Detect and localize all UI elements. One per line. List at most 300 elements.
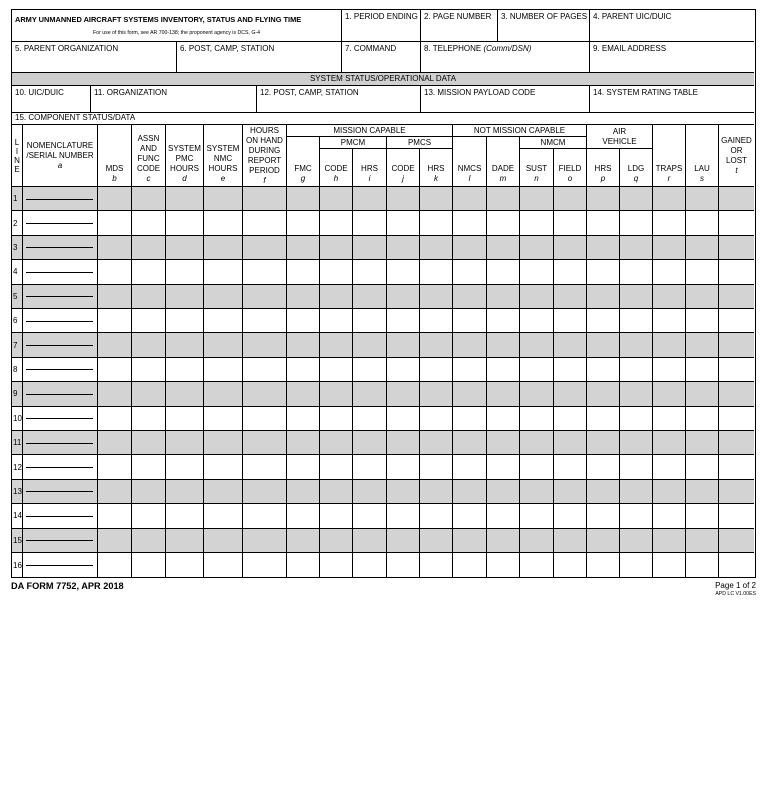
cell-field[interactable]: [554, 260, 587, 283]
cell-av-hrs[interactable]: [587, 260, 620, 283]
cell-field[interactable]: [554, 333, 587, 356]
cell-pmcm-code[interactable]: [320, 529, 353, 552]
number-of-pages-field[interactable]: [498, 10, 590, 42]
cell-lau[interactable]: [686, 529, 719, 552]
cell-mds[interactable]: [98, 455, 132, 478]
cell-pmcs-hrs[interactable]: [420, 285, 453, 308]
cell-nomenclature[interactable]: [23, 553, 98, 577]
cell-fmc[interactable]: [287, 504, 320, 527]
cell-ldg[interactable]: [620, 553, 653, 577]
cell-traps[interactable]: [653, 187, 686, 210]
cell-dade[interactable]: [487, 407, 520, 430]
cell-gained[interactable]: [719, 504, 754, 527]
cell-traps[interactable]: [653, 358, 686, 381]
cell-sust[interactable]: [520, 285, 554, 308]
cell-dade[interactable]: [487, 260, 520, 283]
cell-mds[interactable]: [98, 309, 132, 332]
cell-pmcs-code[interactable]: [387, 309, 420, 332]
cell-fmc[interactable]: [287, 309, 320, 332]
cell-sust[interactable]: [520, 333, 554, 356]
cell-hours[interactable]: [243, 480, 287, 503]
cell-pmcm-hrs[interactable]: [353, 407, 387, 430]
cell-pmcs-code[interactable]: [387, 187, 420, 210]
cell-field[interactable]: [554, 455, 587, 478]
cell-hours[interactable]: [243, 431, 287, 454]
cell-sys-pmc[interactable]: [166, 236, 204, 259]
cell-pmcs-code[interactable]: [387, 382, 420, 405]
cell-gained[interactable]: [719, 455, 754, 478]
cell-mds[interactable]: [98, 504, 132, 527]
cell-dade[interactable]: [487, 285, 520, 308]
cell-field[interactable]: [554, 382, 587, 405]
uic-field[interactable]: [12, 86, 91, 113]
cell-pmcm-hrs[interactable]: [353, 504, 387, 527]
cell-pmcs-hrs[interactable]: [420, 309, 453, 332]
cell-sust[interactable]: [520, 236, 554, 259]
cell-lau[interactable]: [686, 285, 719, 308]
cell-mds[interactable]: [98, 285, 132, 308]
cell-av-hrs[interactable]: [587, 382, 620, 405]
cell-gained[interactable]: [719, 407, 754, 430]
post-camp-station-2-field[interactable]: [257, 86, 421, 113]
cell-sys-nmc[interactable]: [204, 285, 243, 308]
cell-sys-nmc[interactable]: [204, 333, 243, 356]
cell-field[interactable]: [554, 553, 587, 577]
cell-hours[interactable]: [243, 553, 287, 577]
cell-fmc[interactable]: [287, 455, 320, 478]
cell-sys-pmc[interactable]: [166, 455, 204, 478]
period-ending-field[interactable]: [342, 10, 421, 42]
cell-nomenclature[interactable]: [23, 211, 98, 234]
cell-pmcs-hrs[interactable]: [420, 333, 453, 356]
cell-pmcs-code[interactable]: [387, 529, 420, 552]
cell-field[interactable]: [554, 187, 587, 210]
cell-sust[interactable]: [520, 480, 554, 503]
cell-lau[interactable]: [686, 480, 719, 503]
cell-sys-pmc[interactable]: [166, 431, 204, 454]
cell-av-hrs[interactable]: [587, 455, 620, 478]
cell-pmcm-code[interactable]: [320, 285, 353, 308]
cell-gained[interactable]: [719, 285, 754, 308]
cell-assn[interactable]: [132, 285, 166, 308]
cell-hours[interactable]: [243, 211, 287, 234]
cell-traps[interactable]: [653, 382, 686, 405]
cell-assn[interactable]: [132, 333, 166, 356]
cell-sust[interactable]: [520, 358, 554, 381]
cell-sys-pmc[interactable]: [166, 480, 204, 503]
cell-av-hrs[interactable]: [587, 407, 620, 430]
cell-traps[interactable]: [653, 431, 686, 454]
cell-pmcs-code[interactable]: [387, 455, 420, 478]
cell-pmcm-hrs[interactable]: [353, 187, 387, 210]
cell-nomenclature[interactable]: [23, 260, 98, 283]
cell-pmcs-code[interactable]: [387, 236, 420, 259]
cell-av-hrs[interactable]: [587, 480, 620, 503]
cell-pmcs-hrs[interactable]: [420, 211, 453, 234]
cell-sys-nmc[interactable]: [204, 382, 243, 405]
cell-traps[interactable]: [653, 504, 686, 527]
cell-lau[interactable]: [686, 187, 719, 210]
cell-av-hrs[interactable]: [587, 553, 620, 577]
cell-mds[interactable]: [98, 407, 132, 430]
cell-traps[interactable]: [653, 529, 686, 552]
cell-mds[interactable]: [98, 236, 132, 259]
cell-nmcs[interactable]: [453, 553, 487, 577]
cell-pmcs-hrs[interactable]: [420, 480, 453, 503]
cell-dade[interactable]: [487, 358, 520, 381]
cell-field[interactable]: [554, 236, 587, 259]
cell-sys-nmc[interactable]: [204, 260, 243, 283]
cell-av-hrs[interactable]: [587, 236, 620, 259]
cell-gained[interactable]: [719, 211, 754, 234]
cell-pmcm-hrs[interactable]: [353, 333, 387, 356]
cell-lau[interactable]: [686, 358, 719, 381]
cell-lau[interactable]: [686, 382, 719, 405]
cell-sys-nmc[interactable]: [204, 553, 243, 577]
cell-nomenclature[interactable]: [23, 455, 98, 478]
cell-av-hrs[interactable]: [587, 358, 620, 381]
cell-pmcm-hrs[interactable]: [353, 236, 387, 259]
cell-gained[interactable]: [719, 260, 754, 283]
cell-pmcs-hrs[interactable]: [420, 431, 453, 454]
cell-field[interactable]: [554, 529, 587, 552]
cell-pmcs-hrs[interactable]: [420, 553, 453, 577]
cell-sys-pmc[interactable]: [166, 529, 204, 552]
cell-pmcs-hrs[interactable]: [420, 504, 453, 527]
cell-field[interactable]: [554, 431, 587, 454]
cell-assn[interactable]: [132, 529, 166, 552]
cell-traps[interactable]: [653, 309, 686, 332]
cell-hours[interactable]: [243, 260, 287, 283]
cell-pmcm-hrs[interactable]: [353, 480, 387, 503]
cell-traps[interactable]: [653, 285, 686, 308]
cell-nomenclature[interactable]: [23, 187, 98, 210]
cell-pmcm-code[interactable]: [320, 431, 353, 454]
cell-sys-pmc[interactable]: [166, 260, 204, 283]
cell-av-hrs[interactable]: [587, 309, 620, 332]
cell-ldg[interactable]: [620, 358, 653, 381]
cell-fmc[interactable]: [287, 529, 320, 552]
cell-mds[interactable]: [98, 529, 132, 552]
cell-fmc[interactable]: [287, 431, 320, 454]
cell-gained[interactable]: [719, 309, 754, 332]
cell-sust[interactable]: [520, 187, 554, 210]
cell-sys-pmc[interactable]: [166, 187, 204, 210]
cell-ldg[interactable]: [620, 187, 653, 210]
cell-pmcs-code[interactable]: [387, 504, 420, 527]
cell-dade[interactable]: [487, 455, 520, 478]
cell-fmc[interactable]: [287, 211, 320, 234]
cell-assn[interactable]: [132, 358, 166, 381]
cell-field[interactable]: [554, 309, 587, 332]
cell-ldg[interactable]: [620, 333, 653, 356]
cell-av-hrs[interactable]: [587, 333, 620, 356]
cell-lau[interactable]: [686, 211, 719, 234]
cell-pmcm-code[interactable]: [320, 309, 353, 332]
cell-lau[interactable]: [686, 309, 719, 332]
organization-field[interactable]: [91, 86, 257, 113]
cell-sys-pmc[interactable]: [166, 553, 204, 577]
cell-nmcs[interactable]: [453, 309, 487, 332]
cell-assn[interactable]: [132, 407, 166, 430]
cell-ldg[interactable]: [620, 504, 653, 527]
cell-av-hrs[interactable]: [587, 504, 620, 527]
cell-ldg[interactable]: [620, 480, 653, 503]
cell-sys-nmc[interactable]: [204, 407, 243, 430]
cell-fmc[interactable]: [287, 407, 320, 430]
cell-av-hrs[interactable]: [587, 529, 620, 552]
cell-nmcs[interactable]: [453, 333, 487, 356]
cell-mds[interactable]: [98, 187, 132, 210]
cell-sys-nmc[interactable]: [204, 236, 243, 259]
cell-ldg[interactable]: [620, 309, 653, 332]
cell-pmcm-code[interactable]: [320, 504, 353, 527]
cell-hours[interactable]: [243, 358, 287, 381]
cell-dade[interactable]: [487, 553, 520, 577]
cell-ldg[interactable]: [620, 382, 653, 405]
cell-nmcs[interactable]: [453, 382, 487, 405]
cell-pmcm-code[interactable]: [320, 407, 353, 430]
cell-hours[interactable]: [243, 187, 287, 210]
cell-pmcm-hrs[interactable]: [353, 382, 387, 405]
cell-nmcs[interactable]: [453, 480, 487, 503]
cell-gained[interactable]: [719, 431, 754, 454]
cell-pmcs-code[interactable]: [387, 358, 420, 381]
cell-hours[interactable]: [243, 309, 287, 332]
cell-pmcs-code[interactable]: [387, 260, 420, 283]
rating-table-field[interactable]: [590, 86, 754, 113]
cell-assn[interactable]: [132, 504, 166, 527]
cell-lau[interactable]: [686, 455, 719, 478]
cell-nmcs[interactable]: [453, 431, 487, 454]
cell-pmcm-code[interactable]: [320, 382, 353, 405]
cell-av-hrs[interactable]: [587, 187, 620, 210]
cell-ldg[interactable]: [620, 260, 653, 283]
cell-sys-pmc[interactable]: [166, 358, 204, 381]
cell-nomenclature[interactable]: [23, 285, 98, 308]
parent-uic-field[interactable]: [590, 10, 754, 42]
cell-traps[interactable]: [653, 260, 686, 283]
cell-gained[interactable]: [719, 187, 754, 210]
cell-field[interactable]: [554, 211, 587, 234]
cell-nmcs[interactable]: [453, 236, 487, 259]
cell-hours[interactable]: [243, 455, 287, 478]
post-camp-station-field[interactable]: [177, 42, 342, 73]
cell-traps[interactable]: [653, 553, 686, 577]
cell-pmcs-hrs[interactable]: [420, 529, 453, 552]
cell-hours[interactable]: [243, 382, 287, 405]
cell-pmcs-code[interactable]: [387, 431, 420, 454]
cell-nomenclature[interactable]: [23, 480, 98, 503]
command-field[interactable]: [342, 42, 421, 73]
cell-dade[interactable]: [487, 236, 520, 259]
cell-sys-nmc[interactable]: [204, 309, 243, 332]
cell-gained[interactable]: [719, 333, 754, 356]
cell-gained[interactable]: [719, 358, 754, 381]
cell-pmcm-code[interactable]: [320, 236, 353, 259]
cell-pmcm-hrs[interactable]: [353, 260, 387, 283]
cell-ldg[interactable]: [620, 285, 653, 308]
telephone-field[interactable]: [421, 42, 590, 73]
cell-field[interactable]: [554, 407, 587, 430]
cell-pmcs-hrs[interactable]: [420, 187, 453, 210]
cell-traps[interactable]: [653, 407, 686, 430]
cell-nmcs[interactable]: [453, 455, 487, 478]
cell-av-hrs[interactable]: [587, 211, 620, 234]
cell-assn[interactable]: [132, 211, 166, 234]
cell-pmcm-code[interactable]: [320, 455, 353, 478]
cell-ldg[interactable]: [620, 407, 653, 430]
cell-lau[interactable]: [686, 553, 719, 577]
cell-assn[interactable]: [132, 431, 166, 454]
cell-pmcm-hrs[interactable]: [353, 358, 387, 381]
cell-nmcs[interactable]: [453, 187, 487, 210]
cell-hours[interactable]: [243, 407, 287, 430]
cell-sys-nmc[interactable]: [204, 431, 243, 454]
cell-sust[interactable]: [520, 211, 554, 234]
cell-lau[interactable]: [686, 236, 719, 259]
cell-ldg[interactable]: [620, 211, 653, 234]
cell-sust[interactable]: [520, 455, 554, 478]
cell-assn[interactable]: [132, 553, 166, 577]
cell-mds[interactable]: [98, 211, 132, 234]
cell-av-hrs[interactable]: [587, 431, 620, 454]
cell-traps[interactable]: [653, 333, 686, 356]
cell-nmcs[interactable]: [453, 211, 487, 234]
cell-sust[interactable]: [520, 382, 554, 405]
cell-mds[interactable]: [98, 553, 132, 577]
cell-sys-pmc[interactable]: [166, 504, 204, 527]
cell-pmcm-code[interactable]: [320, 187, 353, 210]
cell-sust[interactable]: [520, 553, 554, 577]
cell-sys-nmc[interactable]: [204, 455, 243, 478]
cell-fmc[interactable]: [287, 358, 320, 381]
cell-lau[interactable]: [686, 407, 719, 430]
cell-sys-nmc[interactable]: [204, 504, 243, 527]
cell-nmcs[interactable]: [453, 407, 487, 430]
cell-pmcs-hrs[interactable]: [420, 407, 453, 430]
cell-assn[interactable]: [132, 309, 166, 332]
cell-pmcm-code[interactable]: [320, 480, 353, 503]
cell-ldg[interactable]: [620, 529, 653, 552]
cell-pmcs-hrs[interactable]: [420, 236, 453, 259]
cell-pmcs-code[interactable]: [387, 285, 420, 308]
cell-mds[interactable]: [98, 260, 132, 283]
cell-lau[interactable]: [686, 431, 719, 454]
cell-pmcs-code[interactable]: [387, 407, 420, 430]
cell-hours[interactable]: [243, 504, 287, 527]
cell-nomenclature[interactable]: [23, 358, 98, 381]
cell-pmcm-code[interactable]: [320, 260, 353, 283]
cell-mds[interactable]: [98, 480, 132, 503]
cell-pmcm-hrs[interactable]: [353, 285, 387, 308]
cell-mds[interactable]: [98, 382, 132, 405]
cell-pmcm-code[interactable]: [320, 333, 353, 356]
cell-pmcm-code[interactable]: [320, 211, 353, 234]
cell-assn[interactable]: [132, 260, 166, 283]
cell-dade[interactable]: [487, 529, 520, 552]
cell-lau[interactable]: [686, 260, 719, 283]
cell-av-hrs[interactable]: [587, 285, 620, 308]
cell-pmcs-hrs[interactable]: [420, 260, 453, 283]
cell-lau[interactable]: [686, 504, 719, 527]
cell-pmcm-hrs[interactable]: [353, 309, 387, 332]
cell-gained[interactable]: [719, 553, 754, 577]
cell-gained[interactable]: [719, 480, 754, 503]
cell-nmcs[interactable]: [453, 529, 487, 552]
cell-pmcs-code[interactable]: [387, 333, 420, 356]
cell-gained[interactable]: [719, 529, 754, 552]
cell-sust[interactable]: [520, 407, 554, 430]
cell-pmcs-code[interactable]: [387, 480, 420, 503]
cell-assn[interactable]: [132, 382, 166, 405]
parent-organization-field[interactable]: [12, 42, 177, 73]
cell-sys-pmc[interactable]: [166, 211, 204, 234]
cell-dade[interactable]: [487, 309, 520, 332]
cell-dade[interactable]: [487, 382, 520, 405]
cell-dade[interactable]: [487, 480, 520, 503]
cell-dade[interactable]: [487, 333, 520, 356]
cell-traps[interactable]: [653, 455, 686, 478]
mission-payload-field[interactable]: [421, 86, 590, 113]
cell-hours[interactable]: [243, 236, 287, 259]
cell-sust[interactable]: [520, 504, 554, 527]
cell-nmcs[interactable]: [453, 285, 487, 308]
cell-lau[interactable]: [686, 333, 719, 356]
cell-ldg[interactable]: [620, 431, 653, 454]
cell-pmcs-hrs[interactable]: [420, 382, 453, 405]
cell-assn[interactable]: [132, 236, 166, 259]
cell-hours[interactable]: [243, 333, 287, 356]
cell-sys-pmc[interactable]: [166, 309, 204, 332]
cell-fmc[interactable]: [287, 285, 320, 308]
cell-sys-nmc[interactable]: [204, 211, 243, 234]
cell-sust[interactable]: [520, 309, 554, 332]
cell-nomenclature[interactable]: [23, 431, 98, 454]
cell-fmc[interactable]: [287, 480, 320, 503]
cell-nomenclature[interactable]: [23, 504, 98, 527]
cell-traps[interactable]: [653, 480, 686, 503]
cell-pmcm-hrs[interactable]: [353, 553, 387, 577]
cell-sys-pmc[interactable]: [166, 382, 204, 405]
cell-pmcs-hrs[interactable]: [420, 358, 453, 381]
cell-fmc[interactable]: [287, 187, 320, 210]
cell-pmcm-code[interactable]: [320, 358, 353, 381]
cell-fmc[interactable]: [287, 333, 320, 356]
cell-dade[interactable]: [487, 187, 520, 210]
cell-sys-nmc[interactable]: [204, 480, 243, 503]
cell-fmc[interactable]: [287, 260, 320, 283]
cell-nomenclature[interactable]: [23, 407, 98, 430]
cell-pmcm-hrs[interactable]: [353, 529, 387, 552]
cell-hours[interactable]: [243, 285, 287, 308]
cell-gained[interactable]: [719, 236, 754, 259]
cell-sys-nmc[interactable]: [204, 187, 243, 210]
cell-sys-pmc[interactable]: [166, 333, 204, 356]
cell-nomenclature[interactable]: [23, 236, 98, 259]
cell-mds[interactable]: [98, 358, 132, 381]
cell-nmcs[interactable]: [453, 358, 487, 381]
cell-field[interactable]: [554, 480, 587, 503]
cell-assn[interactable]: [132, 187, 166, 210]
cell-field[interactable]: [554, 504, 587, 527]
cell-sys-pmc[interactable]: [166, 407, 204, 430]
cell-field[interactable]: [554, 358, 587, 381]
cell-dade[interactable]: [487, 504, 520, 527]
cell-fmc[interactable]: [287, 553, 320, 577]
cell-ldg[interactable]: [620, 236, 653, 259]
cell-traps[interactable]: [653, 211, 686, 234]
